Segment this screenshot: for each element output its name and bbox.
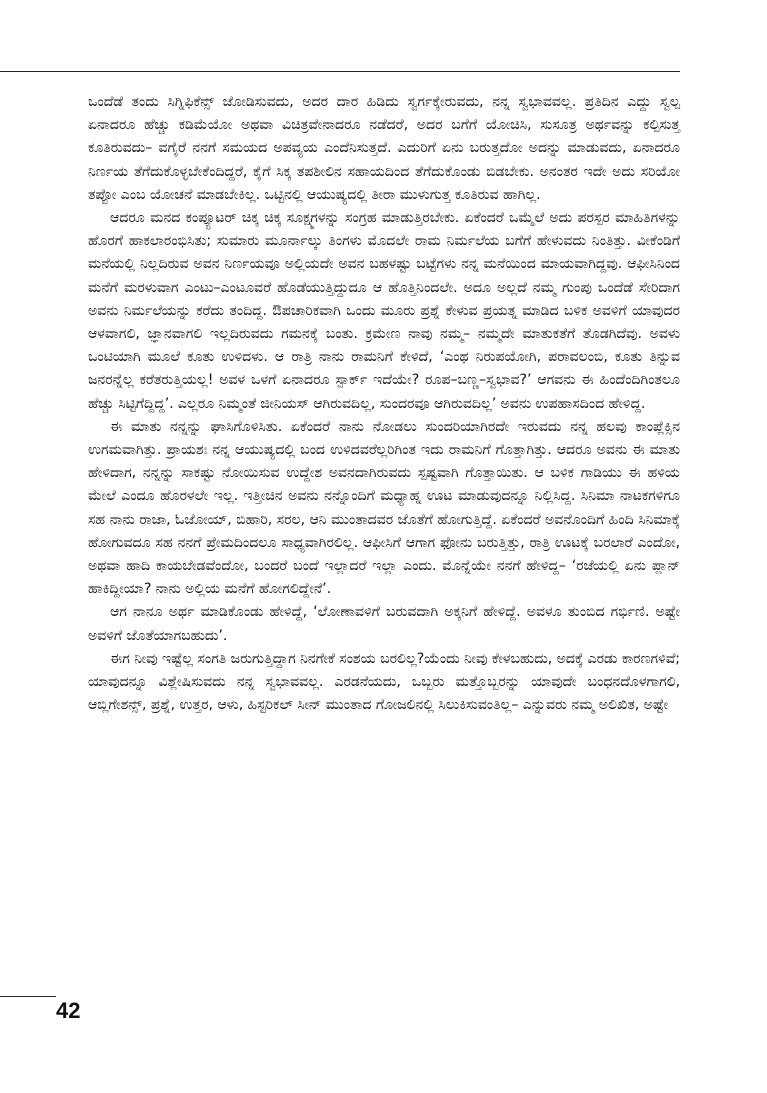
bottom-rule — [0, 996, 56, 997]
paragraph-3: ಈ ಮಾತು ನನ್ನನ್ನು ಘಾಸಿಗೊಳಿಸಿತು. ಏಕೆಂದರೆ ನಾನು ನೋಡಲು ಸುಂದರಿಯಾಗಿರದೇ ಇರುವದು ನನ್ನ ಹಲವು ಕಾಂಪ್ಲೆಕ್ಸಿನ ಉಗಮವಾಗಿತ್ತು. ಪ್ರಾಯಶಃ ನನ್ನ ಆಯುಷ್ಯದಲ್ಲಿ ಬಂದ ಉಳಿದವರೆಲ್ಲರಿಗಿಂತ ಇದು ರಾಮನಿಗೆ ಗೊತ್ತಾಗಿತ್ತು. ಆದರೂ ಅವನು ಈ ಮಾತು ಹೇಳಿದಾಗ, ನನ್ನನ್ನು ಸಾಕಷ್ಟು ನೋಯಿಸುವ ಉದ್ದೇಶ ಅವನದಾಗಿರುವದು ಸ್ಪಷ್ಟವಾಗಿ ಗೊತ್ತಾಯಿತು. ಆ ಬಳಿಕ ಗಾಡಿಯು ಈ ಹಳಿಯ ಮೇಲೆ ಎಂದೂ ಹೊರಳಲೇ ಇಲ್ಲ. ಇತ್ತೀಚಿನ ಅವನು ನನ್ನೊಂದಿಗೆ ಮಧ್ಯಾಹ್ನ ಊಟ ಮಾಡುವುದನ್ನೂ ನಿಲ್ಲಿಸಿದ್ದ. ಸಿನಿಮಾ ನಾಟಕಗಳಿಗೂ ಸಹ ನಾನು ರಾಜಾ, ಓಜೋಯ್, ಬಿಹಾರಿ, ಸರಲ, ಆನಿ ಮುಂತಾದವರ ಜೊತೆಗೆ ಹೋಗುತ್ತಿದ್ದೆ. ಏಕೆಂದರೆ ಅವನೊಂದಿಗೆ ಹಿಂದಿ ಸಿನಿಮಾಕ್ಕೆ ಹೋಗುವದೂ ಸಹ ನನಗೆ ಪ್ರೇಮದಿಂದಲೂ ಸಾಧ್ಯವಾಗಿರಲಿಲ್ಲ. ಆಫೀಸಿಗೆ ಆಗಾಗ ಫೋನು ಬರುತ್ತಿತ್ತು, ರಾತ್ರಿ ಊಟಕ್ಕೆ ಬರಲಾರೆ ಎಂದೋ, ಅಥವಾ ಹಾದಿ ಕಾಯಬೇಡವೆಂದೋ, ಬಂದರೆ ಬಂದೆ ಇಲ್ಲಾದರೆ ಇಲ್ಲಾ ಎಂದು. ಮೊನ್ನೆಯೇ ನನಗೆ ಹೇಳಿದ್ದ– ‘ರಜೆಯಲ್ಲಿ ಏನು ಪ್ಲಾನ್ ಹಾಕಿದ್ದೀಯಾ? ನಾನು ಅಲ್ಲಿಯ ಮನೆಗೆ ಹೋಗಲಿದ್ದೇನೆ’. — [88, 418, 680, 598]
paragraph-5: ಈಗ ನೀವು ಇಷ್ಟೆಲ್ಲ ಸಂಗತಿ ಜರುಗುತ್ತಿದ್ದಾಗ ನಿನಗೇಕೆ ಸಂಶಯ ಬರಲಿಲ್ಲ?ಯೆಂದು ನೀವು ಕೇಳಬಹುದು, ಅದಕ್ಕೆ ಎರಡು ಕಾರಣಗಳಿವೆ; ಯಾವುದನ್ನೂ ವಿಶ್ಲೇಷಿಸುವದು ನನ್ನ ಸ್ವಭಾವವಲ್ಲ. ಎರಡನೆಯದು, ಒಬ್ಬರು ಮತ್ತೊಬ್ಬರನ್ನು ಯಾವುದೇ ಬಂಧನದೊಳಗಾಗಲಿ, ಆಬ್ಲಿಗೇಶನ್ಸ್, ಪ್ರಶ್ನೆ, ಉತ್ತರ, ಆಳು, ಹಿಸ್ಟರಿಕಲ್ ಸೀನ್ ಮುಂತಾದ ಗೋಜಲಿನಲ್ಲಿ ಸಿಲುಕಿಸುವಂತಿಲ್ಲ– ಎನ್ನುವರು ನಮ್ಮ ಅಲಿಖಿತ, ಅಷ್ಟೇ — [88, 650, 680, 714]
paragraph-4: ಆಗ ನಾನೂ ಅರ್ಥ ಮಾಡಿಕೊಂಡು ಹೇಳಿದ್ದೆ, ‘ಲೋಣಾವಳಿಗೆ ಬರುವದಾಗಿ ಅಕ್ಕನಿಗೆ ಹೇಳಿದ್ದೆ. ಅವಳೂ ತುಂಬಿದ ಗರ್ಭಿಣಿ. ಅಷ್ಟೇ ಅವಳಿಗೆ ಜೊತೆಯಾಗಬಹುದು’. — [88, 604, 680, 644]
page-body — [88, 91, 680, 717]
page-number: 42 — [56, 998, 81, 1023]
top-rule — [0, 71, 680, 72]
paragraph-1: ಒಂದೆಡೆ ತಂದು ಸಿಗ್ನಿಫಿಕೆನ್ಸ್ ಜೋಡಿಸುವದು, ಅದರ ದಾರ ಹಿಡಿದು ಸ್ವರ್ಗಕ್ಕೇರುವದು, ನನ್ನ ಸ್ವಭಾವವಲ್ಲ. ಪ್ರತಿದಿನ ಎದ್ದು ಸ್ವಲ್ಪ ಏನಾದರೂ ಹೆಚ್ಚು ಕಡಿಮೆಯೋ ಅಥವಾ ವಿಚಿತ್ರವೇನಾದರೂ ನಡೆದರೆ, ಅದರ ಬಗೆಗೆ ಯೋಚಿಸಿ, ಸುಸೂತ್ರ ಅರ್ಥವನ್ನು ಕಲ್ಪಿಸುತ್ತ ಕೂತಿರುವದು– ವಗೈರೆ ನನಗೆ ಸಮಯದ ಅಪವ್ಯಯ ಎಂದೆನಿಸುತ್ತದೆ. ಎದುರಿಗೆ ಏನು ಬರುತ್ತದೋ ಅದನ್ನು ಮಾಡುವದು, ಏನಾದರೂ ನಿರ್ಣಯ ತೆಗೆದುಕೊಳ್ಳಬೇಕೆಂದಿದ್ದರೆ, ಕೈಗೆ ಸಿಕ್ಕ ತಪಶೀಲಿನ ಸಹಾಯದಿಂದ ತೆಗೆದುಕೊಂಡು ಬಿಡಬೇಕು. ಅನಂತರ ಇದೇ ಅದು ಸರಿಯೋ ತಪ್ಪೋ ಎಂಬ ಯೋಚನೆ ಮಾಡಬೇಕಿಲ್ಲ. ಒಟ್ಟಿನಲ್ಲಿ ಆಯುಷ್ಯದಲ್ಲಿ ತೀರಾ ಮುಳುಗುತ್ತ ಕೂತಿರುವ ಹಾಗಿಲ್ಲ. — [88, 94, 680, 203]
paragraph-2: ಆದರೂ ಮನದ ಕಂಪ್ಯೂಟರ್ ಚಿಕ್ಕ ಚಿಕ್ಕ ಸೂಕ್ಷ್ಮಗಳನ್ನು ಸಂಗ್ರಹ ಮಾಡುತ್ತಿರಬೇಕು. ಏಕೆಂದರೆ ಒಮ್ಮೆಲೆ ಅದು ಪರಸ್ಪರ ಮಾಹಿತಿಗಳನ್ನು ಹೊರಗೆ ಹಾಕಲಾರಂಭಿಸಿತು; ಸುಮಾರು ಮೂರ್ನಾಲ್ಕು ತಿಂಗಳು ಮೊದಲೇ ರಾಮ ನಿರ್ಮಲೆಯ ಬಗೆಗೆ ಹೇಳುವದು ನಿಂತಿತ್ತು. ವೀಕೆಂಡಿಗೆ ಮನೆಯಲ್ಲಿ ನಿಲ್ಲದಿರುವ ಅವನ ನಿರ್ಣಯವೂ ಅಲ್ಲಿಯದೇ ಅವನ ಬಹಳಷ್ಟು ಬಟ್ಟೆಗಳು ನನ್ನ ಮನೆಯಿಂದ ಮಾಯವಾಗಿದ್ದವು. ಆಫೀಸಿನಿಂದ ಮನೆಗೆ ಮರಳುವಾಗ ಎಂಟು–ಎಂಟೂವರೆ ಹೊಡೆಯುತ್ತಿದ್ದುದೂ ಆ ಹೊತ್ತಿನಿಂದಲೇ. ಅದೂ ಅಲ್ಲದೆ ನಮ್ಮ ಗುಂಪು ಒಂದೆಡೆ ಸೇರಿದಾಗ ಅವನು ನಿರ್ಮಲೆಯನ್ನು ಕರೆದು ತಂದಿದ್ದ. ಔಪಚಾರಿಕವಾಗಿ ಒಂದು ಮೂರು ಪ್ರಶ್ನೆ ಕೇಳುವ ಪ್ರಯತ್ನ ಮಾಡಿದ ಬಳಿಕ ಅವಳಿಗೆ ಯಾವುದರ ಆಳವಾಗಲಿ, ಜ್ಞಾನವಾಗಲಿ ಇಲ್ಲದಿರುವದು ಗಮನಕ್ಕೆ ಬಂತು. ಕ್ರಮೇಣ ನಾವು ನಮ್ಮ– ನಮ್ಮದೇ ಮಾತುಕತೆಗೆ ತೊಡಗಿದೆವು. ಅವಳು ಒಂಟಿಯಾಗಿ ಮೂಲೆ ಕೂತು ಉಳಿದಳು. ಆ ರಾತ್ರಿ ನಾನು ರಾಮನಿಗೆ ಕೇಳಿದೆ, ‘ಎಂಥ ನಿರುಪಯೋಗಿ, ಪರಾವಲಂಬಿ, ಕೂತು ತಿನ್ನುವ ಜನರನ್ನೆಲ್ಲ ಕರೆತರುತ್ತಿಯಲ್ಲ! ಅವಳ ಒಳಗೆ ಏನಾದರೂ ಸ್ಪಾರ್ಕ್ ಇದೆಯೇ? ರೂಪ–ಬಣ್ಣ–ಸ್ವಭಾವ?’ ಆಗವನು ಈ ಹಿಂದೆಂದಿಗಿಂತಲೂ ಹೆಚ್ಚು ಸಿಟ್ಟಿಗೆದ್ದಿದ್ದ’. ಎಲ್ಲರೂ ನಿಮ್ಮಂತೆ ಜೀನಿಯಸ್ ಆಗಿರುವದಿಲ್ಲ, ಸುಂದರವೂ ಆಗಿರುವದಿಲ್ಲ’ ಅವನು ಉಪಹಾಸದಿಂದ ಹೇಳಿದ್ದ. — [88, 210, 680, 412]
